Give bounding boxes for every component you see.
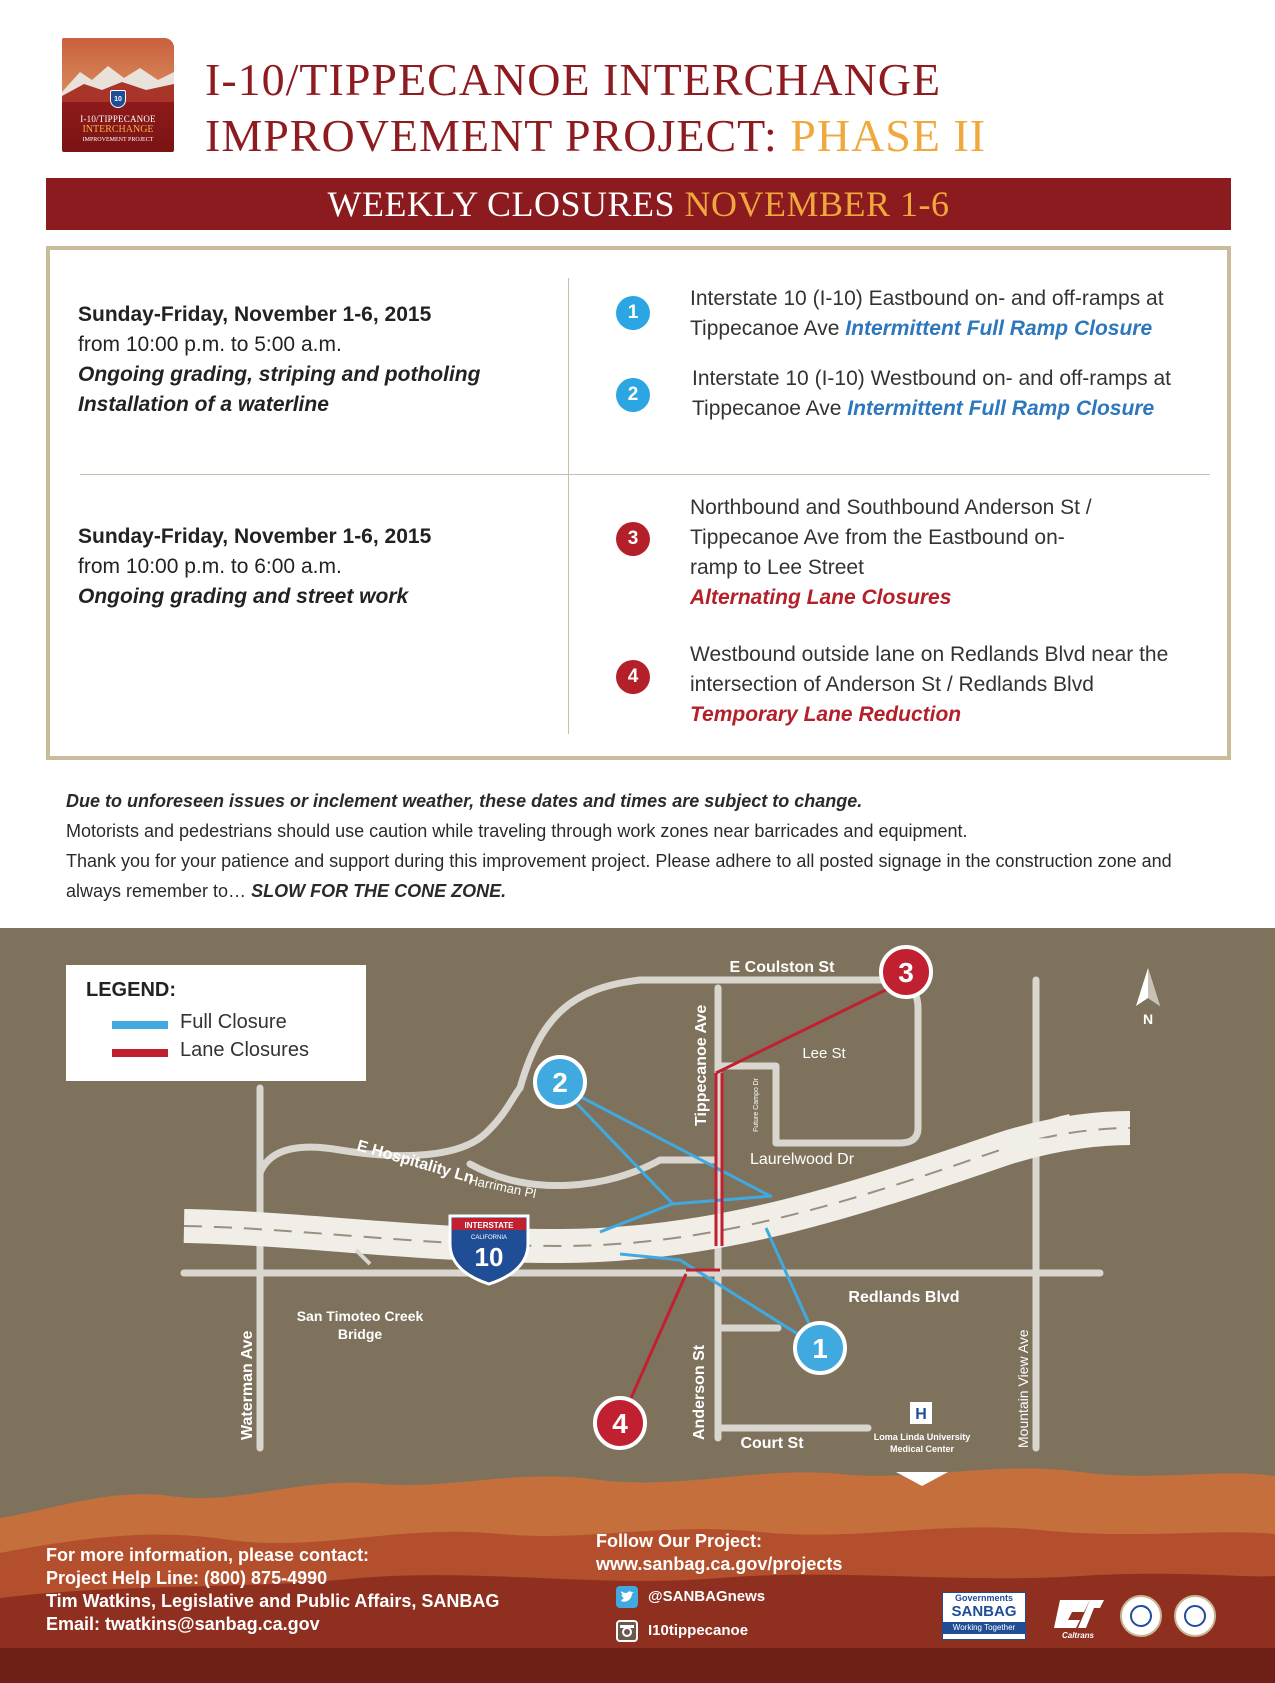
instagram-handle-text: I10tippecanoe [648, 1622, 749, 1639]
logo-line2: INTERCHANGE [82, 124, 154, 135]
hospital-icon-letter: H [915, 1406, 927, 1423]
label-redlands: Redlands Blvd [848, 1289, 960, 1306]
label-hospitality: E Hospitality Ln [354, 1137, 476, 1188]
sanbag-logo-name: SANBAG [951, 1603, 1017, 1620]
closure-item-2 [692, 364, 1192, 424]
label-laurelwood: Laurelwood Dr [749, 1151, 855, 1168]
closure-badge-4: 4 [616, 660, 650, 694]
marker-number: 1 [812, 1333, 828, 1364]
schedule-date: Sunday-Friday, November 1-6, 2015 [78, 303, 432, 326]
closure-text: Interstate 10 (I-10) Eastbound on- and off-ramps at Tippecanoe Ave [690, 287, 1164, 340]
thanks-text: Thank you for your patience and support during this improvement project. Please adhere to all posted signage in the construction zone and always remember to… [66, 851, 1172, 901]
label-hospital-line1: Loma Linda University [873, 1432, 971, 1442]
shield-top-text: INTERSTATE [464, 1221, 514, 1230]
cone-zone-slogan: SLOW FOR THE CONE ZONE. [251, 881, 507, 901]
notes-section [66, 786, 1216, 906]
closure-type: Temporary Lane Reduction [690, 703, 962, 726]
title-line2-main: IMPROVEMENT PROJECT: [205, 110, 778, 161]
sanbag-logo-tagline: Working Together [943, 1622, 1025, 1634]
closure-item-3 [690, 493, 1110, 613]
closure-type: Intermittent Full Ramp Closure [845, 317, 1153, 340]
project-url[interactable]: www.sanbag.ca.gov/projects [596, 1554, 843, 1574]
follow-block [596, 1530, 842, 1576]
title-line1: I-10/TIPPECANOE INTERCHANGE [205, 54, 942, 105]
label-court: Court St [740, 1435, 804, 1452]
logo-line3: IMPROVEMENT PROJECT [82, 137, 154, 143]
closure-badge-1: 1 [616, 296, 650, 330]
map-marker-2 [535, 1057, 585, 1107]
week-dates: NOVEMBER 1-6 [684, 184, 950, 224]
county-seal-icon [1120, 1595, 1162, 1637]
legend-title: LEGEND: [86, 979, 176, 1001]
north-label: N [1142, 1011, 1154, 1027]
sanbag-logo [942, 1592, 1026, 1640]
label-mountain-view: Mountain View Ave [1015, 1329, 1031, 1448]
schedule-desc: Ongoing grading and street work [78, 585, 409, 608]
schedule-desc: Installation of a waterline [78, 393, 329, 416]
logo-line1: I-10/TIPPECANOE [80, 114, 156, 124]
week-label: WEEKLY CLOSURES [327, 184, 676, 224]
label-bridge-line1: San Timoteo Creek [296, 1308, 424, 1324]
label-anderson: Anderson St [691, 1344, 708, 1440]
map-marker-3 [881, 947, 931, 997]
marker-number: 3 [898, 957, 914, 988]
closure-item-1 [690, 284, 1220, 344]
project-logo [62, 38, 174, 152]
weekly-closures-banner [46, 178, 1231, 230]
closure-badge-2: 2 [616, 378, 650, 412]
label-lee: Lee St [802, 1045, 846, 1062]
closure-text: Northbound and Southbound Anderson St / Tippecanoe Ave from the Eastbound on-ramp to Lee Street [690, 496, 1092, 579]
state-seal-icon [1174, 1595, 1216, 1637]
legend-full-swatch [112, 1021, 168, 1029]
contact-block [46, 1544, 499, 1636]
closure-badge-3: 3 [616, 522, 650, 556]
map-marker-1 [795, 1323, 845, 1373]
caltrans-logo [1050, 1592, 1106, 1640]
schedule-warning: Due to unforeseen issues or inclement weather, these dates and times are subject to change. [66, 791, 863, 811]
title-phase: PHASE II [790, 110, 987, 161]
mountain-base [0, 1648, 1275, 1683]
shield-state-text: CALIFORNIA [470, 1235, 508, 1241]
twitter-icon[interactable] [616, 1586, 638, 1608]
sanbag-logo-top: Governments [954, 1593, 1014, 1603]
caltrans-label: Caltrans [1061, 1631, 1095, 1640]
label-coulston: E Coulston St [729, 959, 835, 976]
closures-table [46, 246, 1231, 760]
schedule-block-2 [78, 522, 431, 612]
instagram-icon[interactable] [616, 1620, 638, 1642]
twitter-handle-text: @SANBAGnews [648, 1588, 766, 1605]
closure-text: Interstate 10 (I-10) Westbound on- and off-ramps at Tippecanoe Ave [692, 367, 1171, 420]
label-tippecanoe: Tippecanoe Ave [693, 1004, 710, 1126]
closure-type: Intermittent Full Ramp Closure [847, 397, 1155, 420]
logo-shield-icon: 10 [110, 90, 126, 108]
label-harriman: Harriman Pl [467, 1172, 538, 1202]
marker-number: 2 [552, 1067, 568, 1098]
schedule-time: from 10:00 p.m. to 6:00 a.m. [78, 555, 342, 578]
schedule-time: from 10:00 p.m. to 5:00 a.m. [78, 333, 342, 356]
label-waterman: Waterman Ave [239, 1330, 256, 1440]
title-line2 [205, 108, 986, 164]
column-divider [568, 278, 569, 734]
map-legend [66, 965, 366, 1081]
contact-title: For more information, please contact: [46, 1545, 370, 1565]
closure-text: Westbound outside lane on Redlands Blvd near the intersection of Anderson St / Redlands Blvd [690, 643, 1169, 696]
schedule-desc: Ongoing grading, striping and potholing [78, 363, 481, 386]
schedule-block-1 [78, 300, 480, 420]
map-marker-4 [595, 1398, 645, 1448]
label-hospital-line2: Medical Center [889, 1444, 955, 1454]
label-bridge-line2: Bridge [337, 1326, 383, 1342]
helpline: Project Help Line: (800) 875-4990 [46, 1568, 328, 1588]
label-future-campo: Future Campo Dr [753, 1077, 760, 1132]
row-divider [80, 474, 1210, 475]
schedule-date: Sunday-Friday, November 1-6, 2015 [78, 525, 432, 548]
legend-full-label: Full Closure [180, 1011, 287, 1033]
closure-type: Alternating Lane Closures [690, 586, 952, 609]
contact-person: Tim Watkins, Legislative and Public Affairs, SANBAG [46, 1591, 500, 1611]
thanks-note [66, 846, 1216, 906]
legend-lane-swatch [112, 1049, 168, 1057]
page-title [205, 52, 986, 164]
contact-email[interactable]: Email: twatkins@sanbag.ca.gov [46, 1614, 320, 1634]
shield-number-text: 10 [474, 1242, 504, 1272]
closure-item-4 [690, 640, 1190, 730]
marker-number: 4 [612, 1408, 628, 1439]
legend-lane-label: Lane Closures [180, 1039, 309, 1061]
follow-title: Follow Our Project: [596, 1531, 763, 1551]
caution-note: Motorists and pedestrians should use caution while traveling through work zones near barricades and equipment. [66, 821, 968, 841]
